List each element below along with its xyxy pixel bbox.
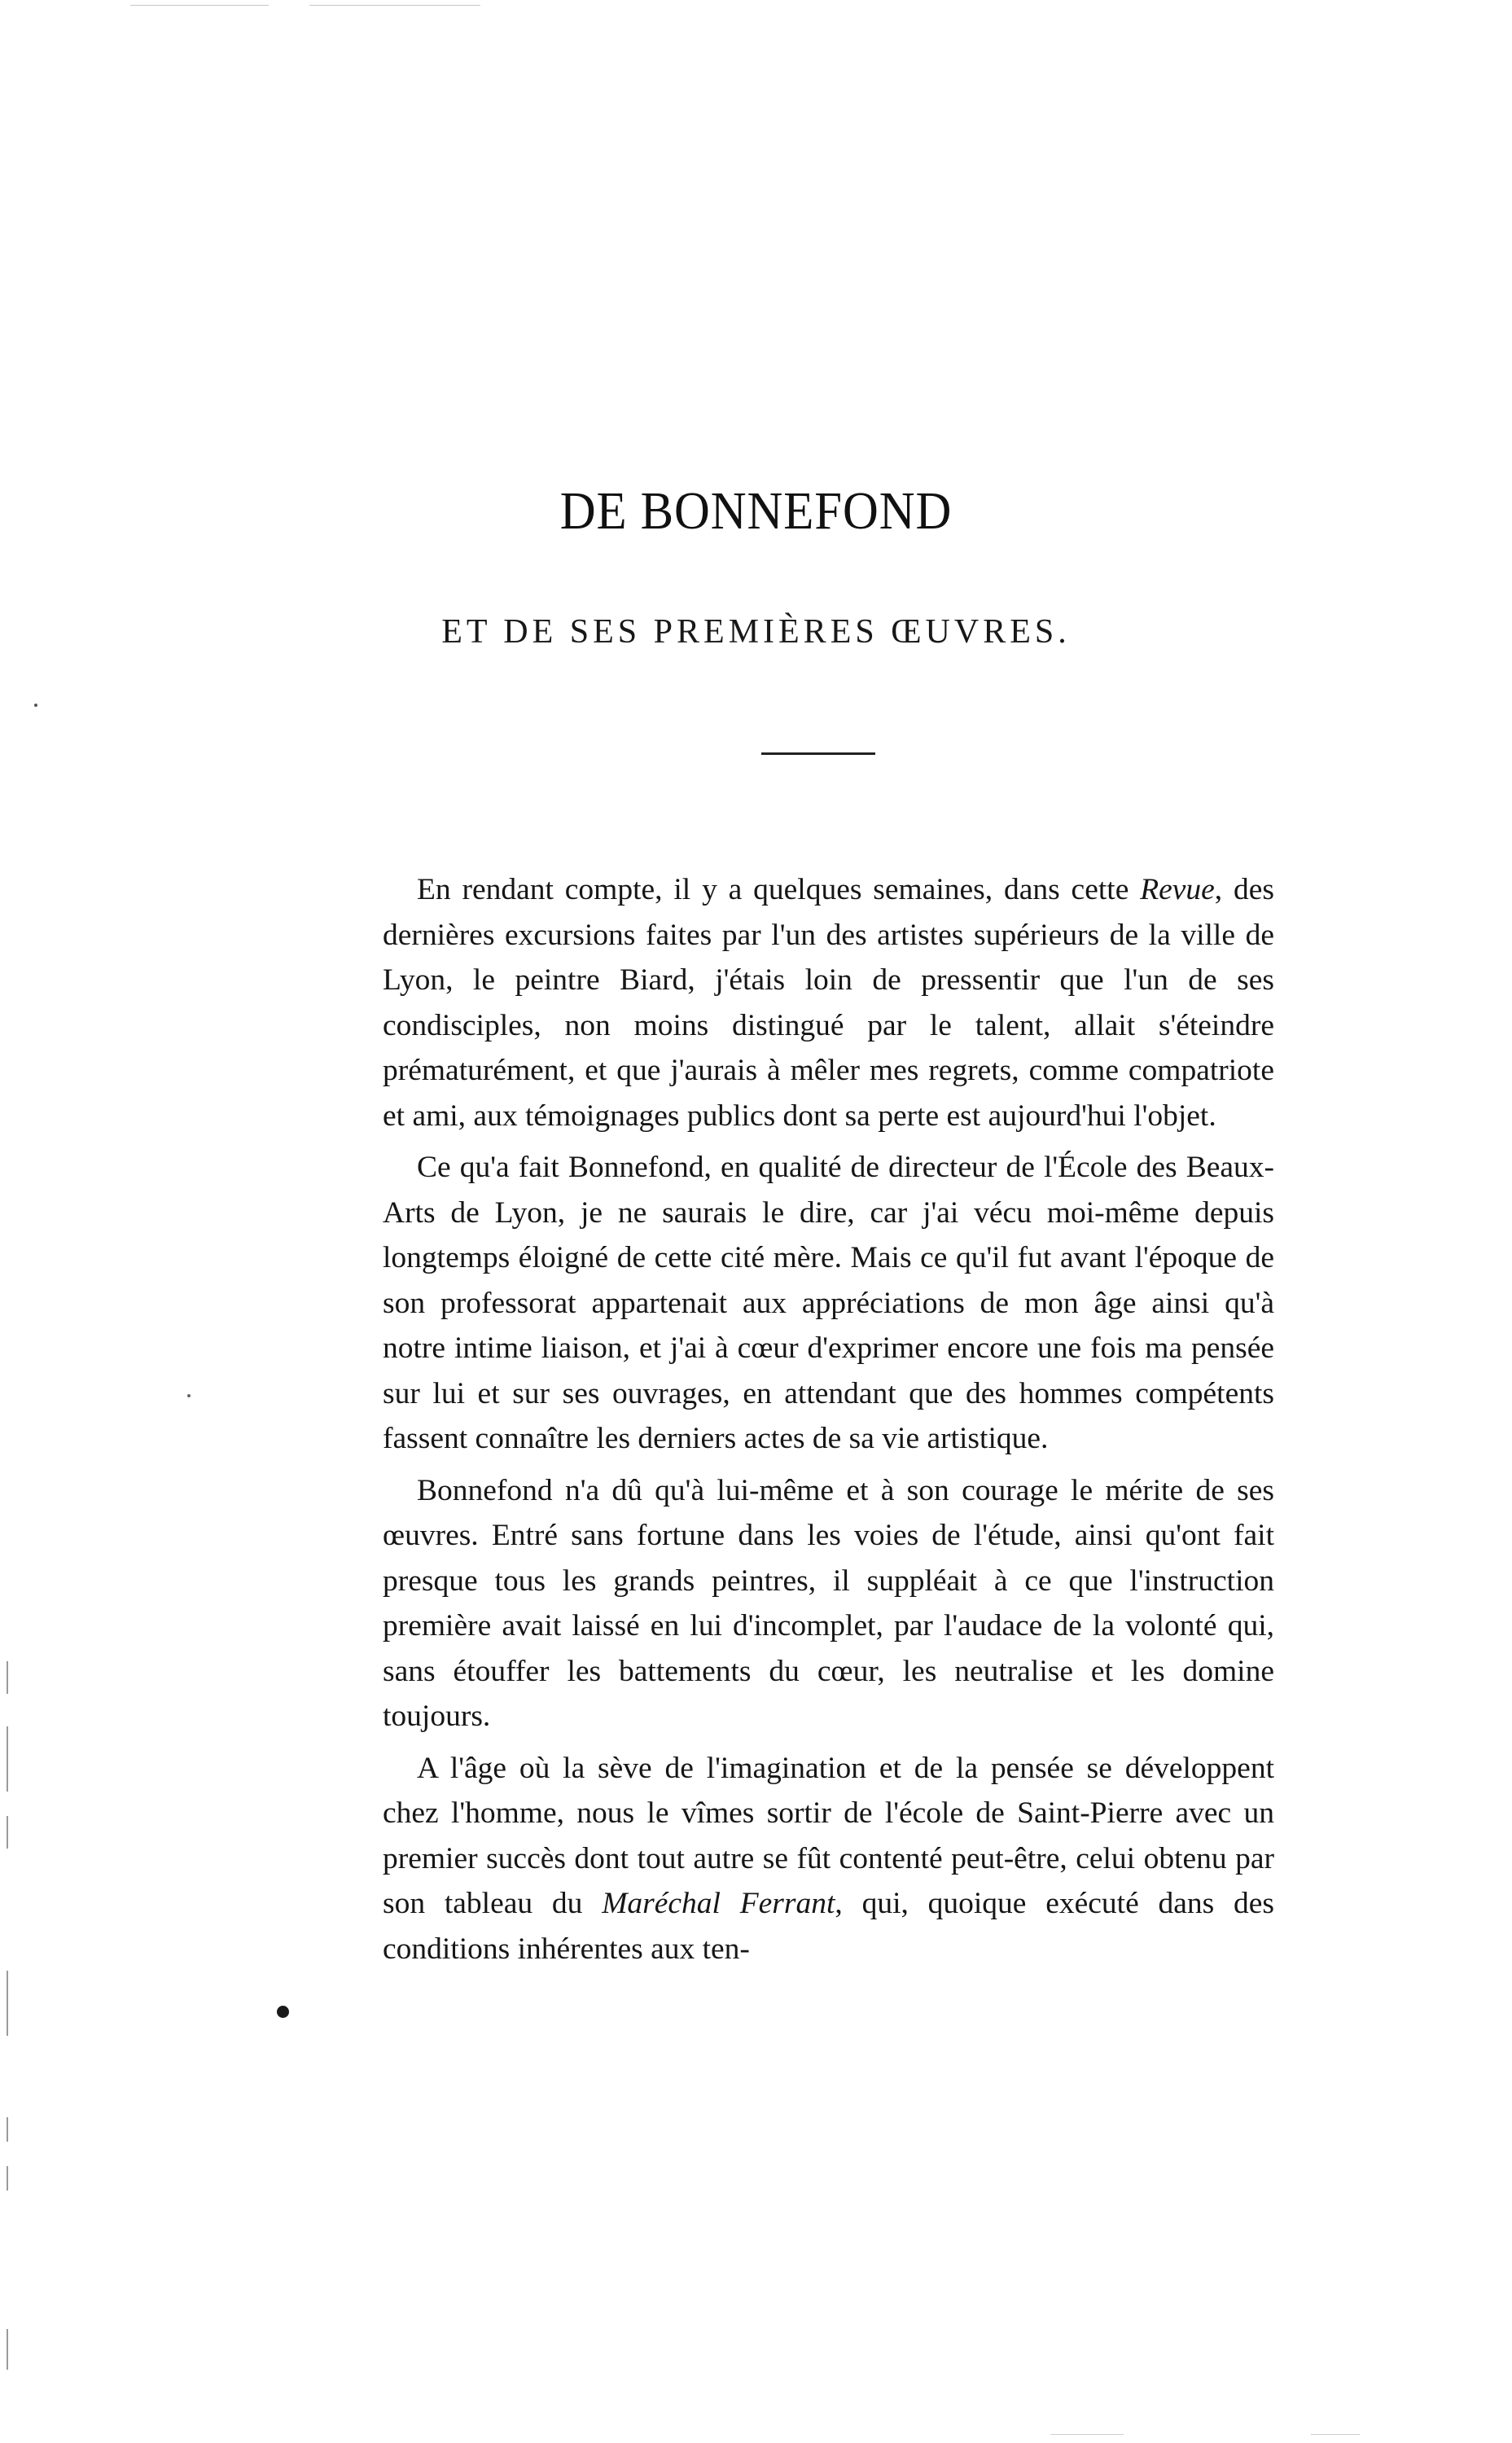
page-title: DE BONNEFOND [559, 481, 953, 541]
paragraph [383, 1746, 1274, 1972]
ink-speck [274, 2003, 291, 2020]
ink-speck [187, 1394, 191, 1397]
scan-edge-left [7, 2166, 8, 2191]
scan-edge-left [7, 1971, 8, 2036]
title-divider [761, 752, 875, 755]
italic-term: Revue [1140, 873, 1215, 906]
paragraph: Ce qu'a fait Bonnefond, en qualité de directeur de l'École des Beaux-Arts de Lyon, je ne saurais le dire, car j'ai vécu moi-même depuis longtemps éloigné de cette cité mère. Mais ce qu'il fut avant l'époque de son professorat appartenait aux appréciations de mon âge ainsi qu'à notre intime liaison, et j'ai à cœur d'exprimer encore une fois ma pensée sur lui et sur ses ouvrages, en attendant que des hommes compétents fassent connaître les derniers actes de sa vie artistique. [383, 1151, 1274, 1455]
scan-edge-left [7, 1661, 8, 1694]
paragraph [383, 867, 1274, 1138]
scan-edge-left [7, 2117, 8, 2142]
paragraph-text: , qui, quoique exécuté dans des conditions inhérentes aux ten- [383, 1887, 1274, 1966]
scan-edge-bottom [1311, 2434, 1360, 2435]
page-subtitle: ET DE SES PREMIÈRES ŒUVRES. [441, 613, 1071, 651]
scan-edge-left [7, 2329, 8, 2370]
italic-term: Maréchal Ferrant [602, 1887, 835, 1920]
scan-edge-top [309, 5, 480, 6]
body-text [383, 867, 1274, 1972]
ink-speck [34, 704, 37, 707]
paragraph-text: , des dernières excursions faites par l'un des artistes supérieurs de la ville de Lyon, le peintre Biard, j'étais loin de pressentir que l'un de ses condisciples, non moins distingué par le talent, allait s'éteindre prématurément, et que j'aurais à mêler mes regrets, comme compatriote et ami, aux témoignages publics dont sa perte est aujourd'hui l'objet. [383, 873, 1274, 1133]
scan-edge-left [7, 1816, 8, 1849]
scan-edge-left [7, 1726, 8, 1792]
paragraph: Bonnefond n'a dû qu'à lui-même et à son courage le mérite de ses œuvres. Entré sans fortune dans les voies de l'étude, ainsi qu'ont fait presque tous les grands peintres, il suppléait à ce que l'instruction première avait laissé en lui d'incomplet, par l'audace de la volonté qui, sans étouffer les battements du cœur, les neutralise et les domine toujours. [383, 1473, 1274, 1733]
scan-edge-top [130, 5, 269, 6]
paragraph-text: En rendant compte, il y a quelques semaines, dans cette [417, 873, 1141, 906]
scan-edge-bottom [1050, 2434, 1124, 2435]
paragraph-text: A l'âge où la sève de l'imagination et de la pensée se développent chez l'homme, nous le vîmes sortir de l'école de Saint-Pierre avec un premier succès dont tout autre se fût contenté peut-être, celui obtenu par son tableau du [383, 1751, 1274, 1920]
